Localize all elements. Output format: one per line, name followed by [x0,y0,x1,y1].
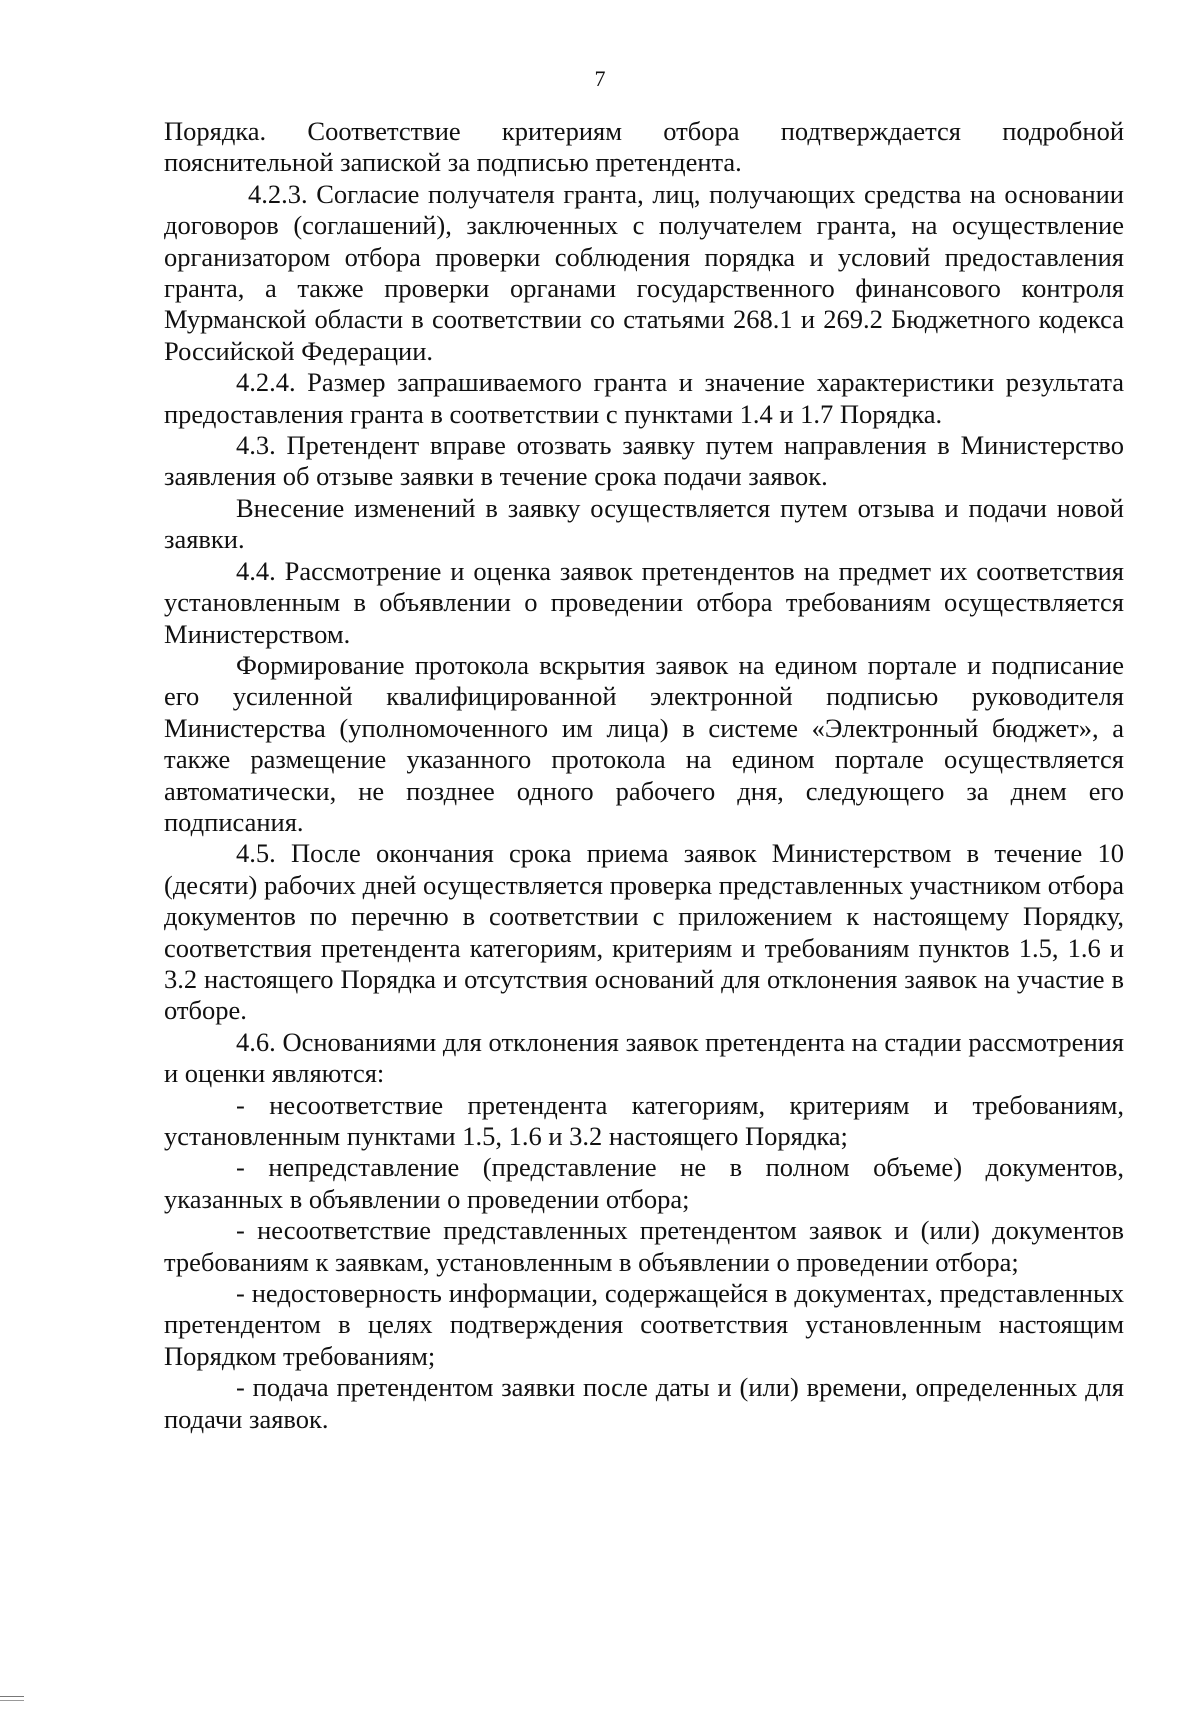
paragraph-4-5: 4.5. После окончания срока приема заявок Министерством в течение 10 (десяти) рабочих дней осуществляется проверка представленных участником отбора документов по перечню в соответствии с приложением к настоящему Порядку, соответствия претендента категориям, критериям и требованиям пунктов 1.5, 1.6 и 3.2 настоящего Порядка и отсутствия оснований для отклонения заявок на участие в отборе. [164,838,1124,1026]
paragraph-4-4: 4.4. Рассмотрение и оценка заявок претендентов на предмет их соответствия установленным в объявлении о проведении отбора требованиям осуществляется Министерством. [164,555,1124,649]
list-item-rejection-4: - недостоверность информации, содержащейся в документах, представленных претендентом в целях подтверждения соответствия установленным настоящим Порядком требованиям; [164,1278,1124,1371]
paragraph-amendments: Внесение изменений в заявку осуществляется путем отзыва и подачи новой заявки. [164,492,1124,555]
list-item-rejection-2: - непредставление (представление не в полном объеме) документов, указанных в объявлении о проведении отбора; [164,1152,1124,1214]
paragraph-4-2-3: 4.2.3. Согласие получателя гранта, лиц, получающих средства на основании договоров (соглашений), заключенных с получателем гранта, на осуществление организатором отбора проверки соблюдения порядка и условий предоставления гранта, а также проверки органами государственного финансового контроля Мурманской области в соответствии со статьями 268.1 и 269.2 Бюджетного кодекса Российской Федерации. [164,178,1124,366]
scan-edge-mark [0,1696,24,1701]
page-number: 7 [594,66,606,91]
list-item-rejection-5: - подача претендентом заявки после даты и (или) времени, определенных для подачи заявок. [164,1372,1124,1434]
paragraph-4-6: 4.6. Основаниями для отклонения заявок претендента на стадии рассмотрения и оценки являются: [164,1026,1124,1089]
paragraph-4-3: 4.3. Претендент вправе отозвать заявку путем направления в Министерство заявления об отзыве заявки в течение срока подачи заявок. [164,430,1124,492]
list-item-rejection-3: - несоответствие представленных претендентом заявок и (или) документов требованиям к заявкам, установленным в объявлении о проведении отбора; [164,1215,1124,1277]
paragraph-continuation: Порядка. Соответствие критериям отбора подтверждается подробной пояснительной запиской за подписью претендента. [164,116,1124,178]
list-item-rejection-1: - несоответствие претендента категориям, критериям и требованиям, установленным пунктами 1.5, 1.6 и 3.2 настоящего Порядка; [164,1089,1124,1151]
paragraph-4-2-4: 4.2.4. Размер запрашиваемого гранта и значение характеристики результата предоставления гранта в соответствии с пунктами 1.4 и 1.7 Порядка. [164,367,1124,429]
paragraph-protocol: Формирование протокола вскрытия заявок на едином портале и подписание его усиленной квалифицированной электронной подписью руководителя Министерства (уполномоченного им лица) в системе «Электронный бюджет», а также размещение указанного протокола на едином портале осуществляется автоматически, не позднее одного рабочего дня, следующего за днем его подписания. [164,649,1124,837]
document-body [164,116,1124,1435]
